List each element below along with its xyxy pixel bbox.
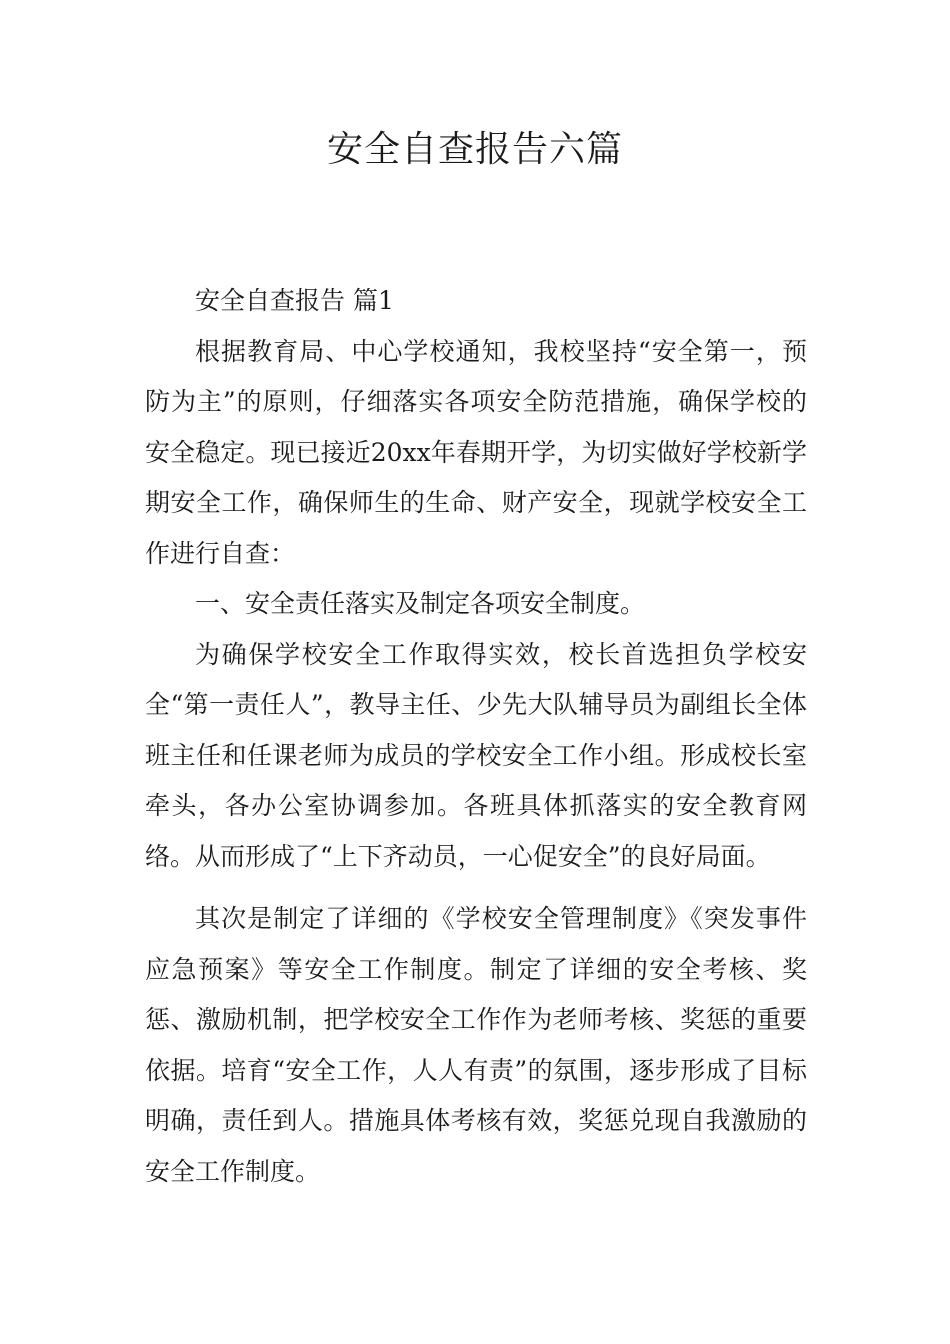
paragraph-heading: 一、安全责任落实及制定各项安全制度。 <box>195 589 646 618</box>
document-title: 安全自查报告六篇 <box>326 129 623 170</box>
section-heading: 安全自查报告 篇1 <box>195 286 394 315</box>
paragraph: 根据教育局、中心学校通知，我校坚持“安全第一，预防为主”的原则，仔细落实各项安全防范措施，确保学校的安全稳定。现已接近20xx年春期开学，为切实做好学校新学期安全工作，确保师生的生命、财产安全，现就学校安全工作进行自查： <box>145 336 807 568</box>
document-body <box>145 276 807 1197</box>
paragraph: 其次是制定了详细的《学校安全管理制度》《突发事件应急预案》等安全工作制度。制定了详细的安全考核、奖惩、激励机制，把学校安全工作作为老师考核、奖惩的重要依据。培育“安全工作，人人有责”的氛围，逐步形成了目标明确，责任到人。措施具体考核有效，奖惩兑现自我激励的安全工作制度。 <box>145 904 807 1186</box>
paragraph: 为确保学校安全工作取得实效，校长首选担负学校安全“第一责任人”，教导主任、少先大队辅导员为副组长全体班主任和任课老师为成员的学校安全工作小组。形成校长室牵头，各办公室协调参加。各班具体抓落实的安全教育网络。从而形成了“上下齐动员，一心促安全”的良好局面。 <box>145 639 807 871</box>
